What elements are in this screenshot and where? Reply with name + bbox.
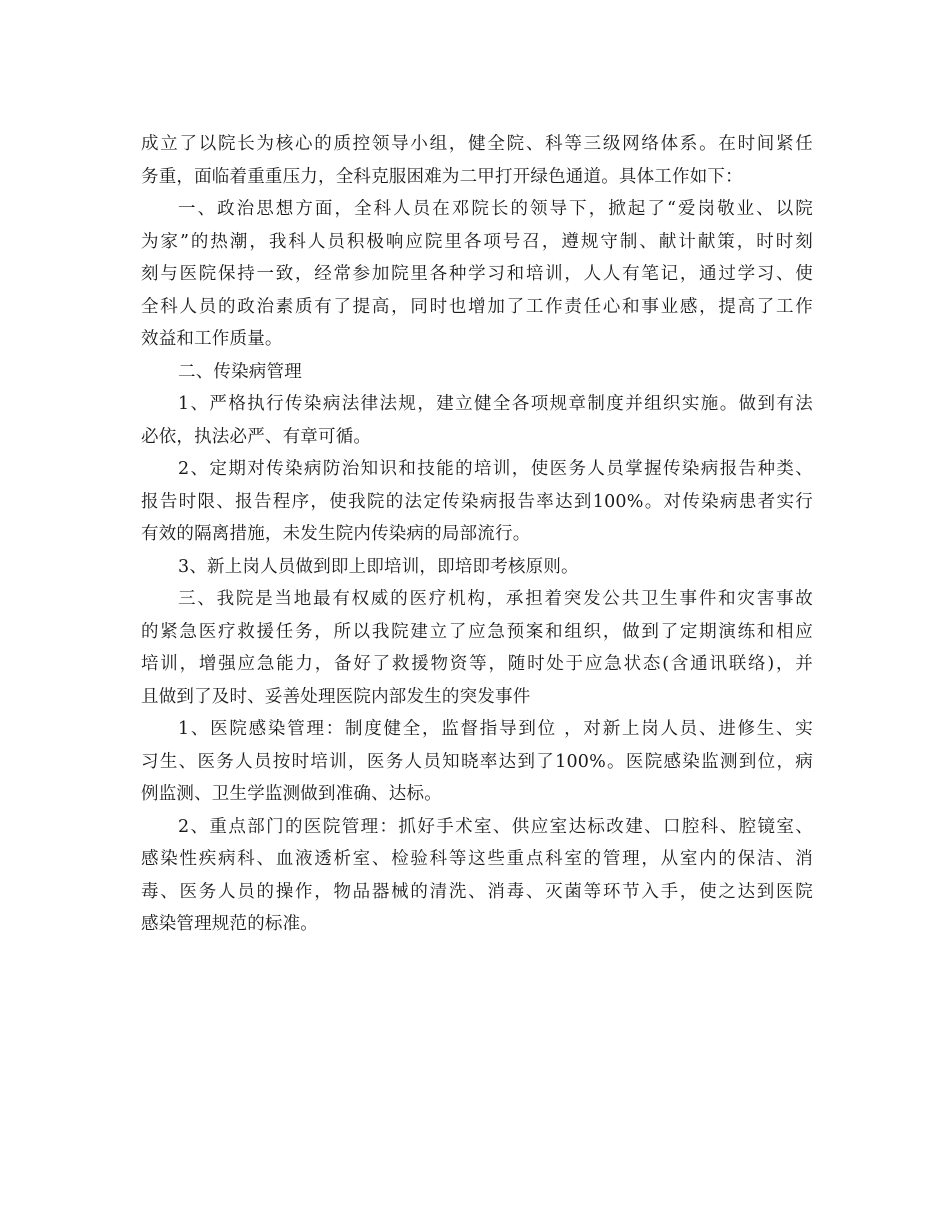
text-line: 2、定期对传染病防治知识和技能的培训，使医务人员掌握传染病报告种类、 — [178, 459, 813, 479]
text-line: 培训，增强应急能力，备好了救援物资等，随时处于应急状态(含通讯联络)，并 — [141, 654, 813, 674]
text-line: 1、医院感染管理：制度健全，监督指导到位 ，对新上岗人员、进修生、实 — [178, 719, 813, 739]
text-line: 报告时限、报告程序，使我院的法定传染病报告率达到100%。对传染病患者实行 — [141, 491, 813, 512]
text-line: 2、重点部门的医院管理：抓好手术室、供应室达标改建、口腔科、腔镜室、 — [178, 816, 813, 837]
text-line: 为家”的热潮，我科人员积极响应院里各项号召，遵规守制、献计献策，时时刻 — [141, 231, 813, 252]
text-line: 毒、医务人员的操作，物品器械的清洗、消毒、灭菌等环节入手，使之达到医院 — [141, 881, 813, 902]
text-line: 有效的隔离措施，未发生院内传染病的局部流行。 — [141, 524, 531, 544]
text-line: 感染管理规范的标准。 — [141, 914, 318, 934]
text-line: 成立了以院长为核心的质控领导小组，健全院、科等三级网络体系。在时间紧任 — [141, 134, 813, 154]
text-line: 全科人员的政治素质有了提高，同时也增加了工作责任心和事业感，提高了工作 — [141, 296, 813, 317]
text-line: 习生、医务人员按时培训，医务人员知晓率达到了100%。医院感染监测到位，病 — [141, 751, 813, 772]
text-line: 一、政治思想方面，全科人员在邓院长的领导下，掀起了“爱岗敬业、以院 — [178, 199, 813, 219]
text-line: 感染性疾病科、血液透析室、检验科等这些重点科室的管理，从室内的保洁、消 — [141, 849, 813, 869]
text-line: 例监测、卫生学监测做到准确、达标。 — [141, 784, 442, 804]
text-line: 3、新上岗人员做到即上即培训，即培即考核原则。 — [178, 556, 579, 577]
text-line: 效益和工作质量。 — [141, 329, 283, 349]
text-line: 且做到了及时、妥善处理医院内部发生的突发事件 — [141, 686, 531, 707]
text-line: 的紧急医疗救援任务，所以我院建立了应急预案和组织，做到了定期演练和相应 — [141, 621, 813, 642]
text-line: 务重，面临着重重压力，全科克服困难为二甲打开绿色通道。具体工作如下： — [141, 166, 743, 187]
text-line: 必依，执法必严、有章可循。 — [141, 426, 372, 447]
document-body — [141, 128, 813, 941]
text-line: 三、我院是当地最有权威的医疗机构，承担着突发公共卫生事件和灾害事故 — [178, 589, 813, 609]
text-line: 二、传染病管理 — [178, 361, 302, 382]
text-line: 1、严格执行传染病法律法规，建立健全各项规章制度并组织实施。做到有法 — [178, 394, 813, 414]
text-line: 刻与医院保持一致，经常参加院里各种学习和培训，人人有笔记，通过学习、使 — [141, 264, 813, 284]
